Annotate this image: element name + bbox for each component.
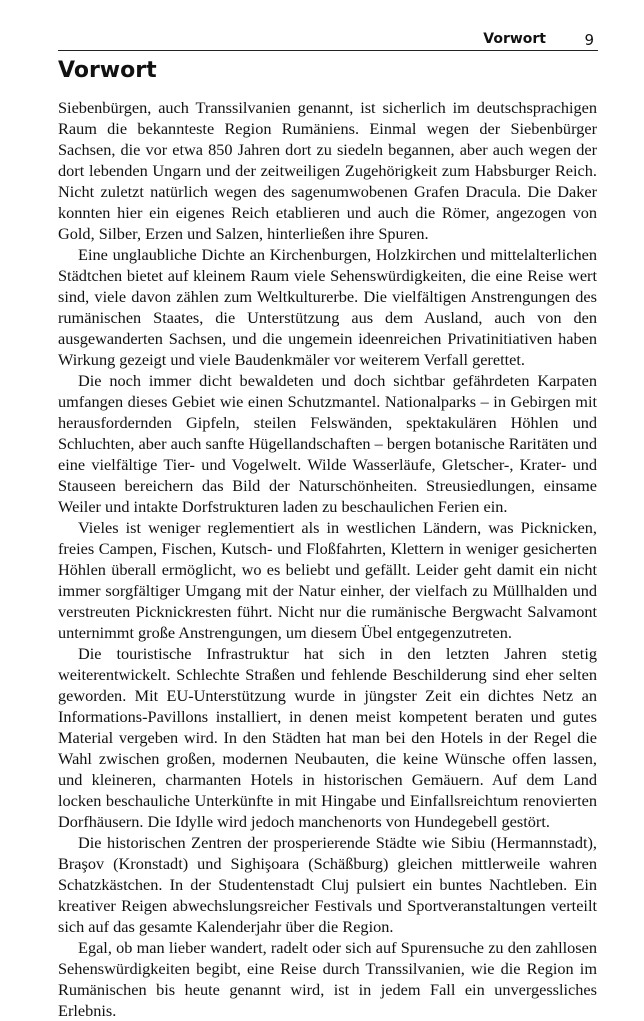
body-text bbox=[58, 97, 597, 1021]
paragraph: Vieles ist weniger reglementiert als in westlichen Ländern, was Picknicken, freies Campen, Fischen, Kutsch- und Floßfahrten, Klettern in weniger gesicherten Höhlen überall ermöglicht, wo es beliebt und gefällt. Leider geht damit ein nicht immer sorgfältiger Umgang mit der Natur einher, der vielfach zu Müllhalden und verstreuten Picknickresten führt. Nicht nur die rumänische Bergwacht Salvamont unternimmt große Anstrengungen, um diesem Übel entgegenzutreten. bbox=[58, 518, 597, 642]
paragraph: Die touristische Infrastruktur hat sich in den letzten Jahren stetig weiterentwickelt. Schlechte Straßen und fehlende Beschilderung sind eher selten geworden. Mit EU-Unterstützung wurde in jüngster Zeit ein dichtes Netz an Informations-Pavillons installiert, in denen meist kompetent beraten und gutes Material vergeben wird. In den Städten hat man bei den Hotels in der Regel die Wahl zwischen großen, modernen Neubauten, die keine Wünsche offen lassen, und kleineren, charmanten Hotels in historischen Gemäuern. Auf dem Land locken beschauliche Unterkünfte in mit Hingabe und Einfallsreichtum renovierten Dorfhäusern. Die Idylle wird jedoch manchenorts von Hundegebell gestört. bbox=[58, 644, 597, 831]
running-header-title: Vorwort bbox=[483, 31, 546, 47]
paragraph: Die noch immer dicht bewaldeten und doch sichtbar gefährdeten Karpaten umfangen dieses Gebiet wie einen Schutzmantel. Nationalparks – in Gebirgen mit herausfordernden Gipfeln, steilen Felswänden, spektakulären Höhlen und Schluchten, aber auch sanfte Hügellandschaften – bergen botanische Raritäten und eine vielfältige Tier- und Vogelwelt. Wilde Wasserläufe, Gletscher-, Krater- und Stauseen bereichern das Bild der Naturschönheiten. Streusiedlungen, einsame Weiler und intakte Dorfstrukturen laden zu beschaulichen Ferien ein. bbox=[58, 371, 597, 516]
paragraph: Siebenbürgen, auch Transsilvanien genannt, ist sicherlich im deutschsprachigen Raum die bekannteste Region Rumäniens. Einmal wegen der Siebenbürger Sachsen, die vor etwa 850 Jahren dort zu siedeln begannen, aber auch wegen der dort lebenden Ungarn und der zeitweiligen Zugehörigkeit zum Habsburger Reich. Nicht zuletzt natürlich wegen des sagenumwobenen Grafen Dracula. Die Daker konnten hier ein eigenes Reich etablieren und auch die Römer, angezogen von Gold, Silber, Erzen und Salzen, hinterließen ihre Spuren. bbox=[58, 98, 597, 243]
paragraph: Eine unglaubliche Dichte an Kirchenburgen, Holzkirchen und mittelalterlichen Städtchen bietet auf kleinem Raum viele Sehenswürdigkeiten, die eine Reise wert sind, viele davon zählen zum Weltkulturerbe. Die vielfältigen Anstrengungen des rumänischen Staates, die Unterstützung aus dem Ausland, auch von den ausgewanderten Sachsen, und die ungemein ideenreichen Privatinitiativen haben Wirkung gezeigt und viele Baudenkmäler vor weiterem Verfall gerettet. bbox=[58, 245, 597, 369]
paragraph: Egal, ob man lieber wandert, radelt oder sich auf Spurensuche zu den zahllosen Sehenswürdigkeiten begibt, eine Reise durch Transsilvanien, wie die Region im Rumänischen bis heute genannt wird, ist in jedem Fall ein unvergessliches Erlebnis. bbox=[58, 938, 597, 1020]
header-rule bbox=[58, 50, 598, 51]
chapter-title: Vorwort bbox=[58, 58, 157, 83]
running-header bbox=[58, 31, 598, 51]
paragraph: Die historischen Zentren der prosperierende Städte wie Sibiu (Hermannstadt), Braşov (Kronstadt) und Sighişoara (Schäßburg) gleichen mittlerweile wahren Schatzkästchen. In der Studentenstadt Cluj pulsiert ein buntes Nachtleben. Ein kreativer Reigen abwechslungsreicher Festivals und Sportveranstaltungen verteilt sich auf das gesamte Kalenderjahr über die Region. bbox=[58, 833, 597, 936]
page-number: 9 bbox=[584, 31, 594, 49]
